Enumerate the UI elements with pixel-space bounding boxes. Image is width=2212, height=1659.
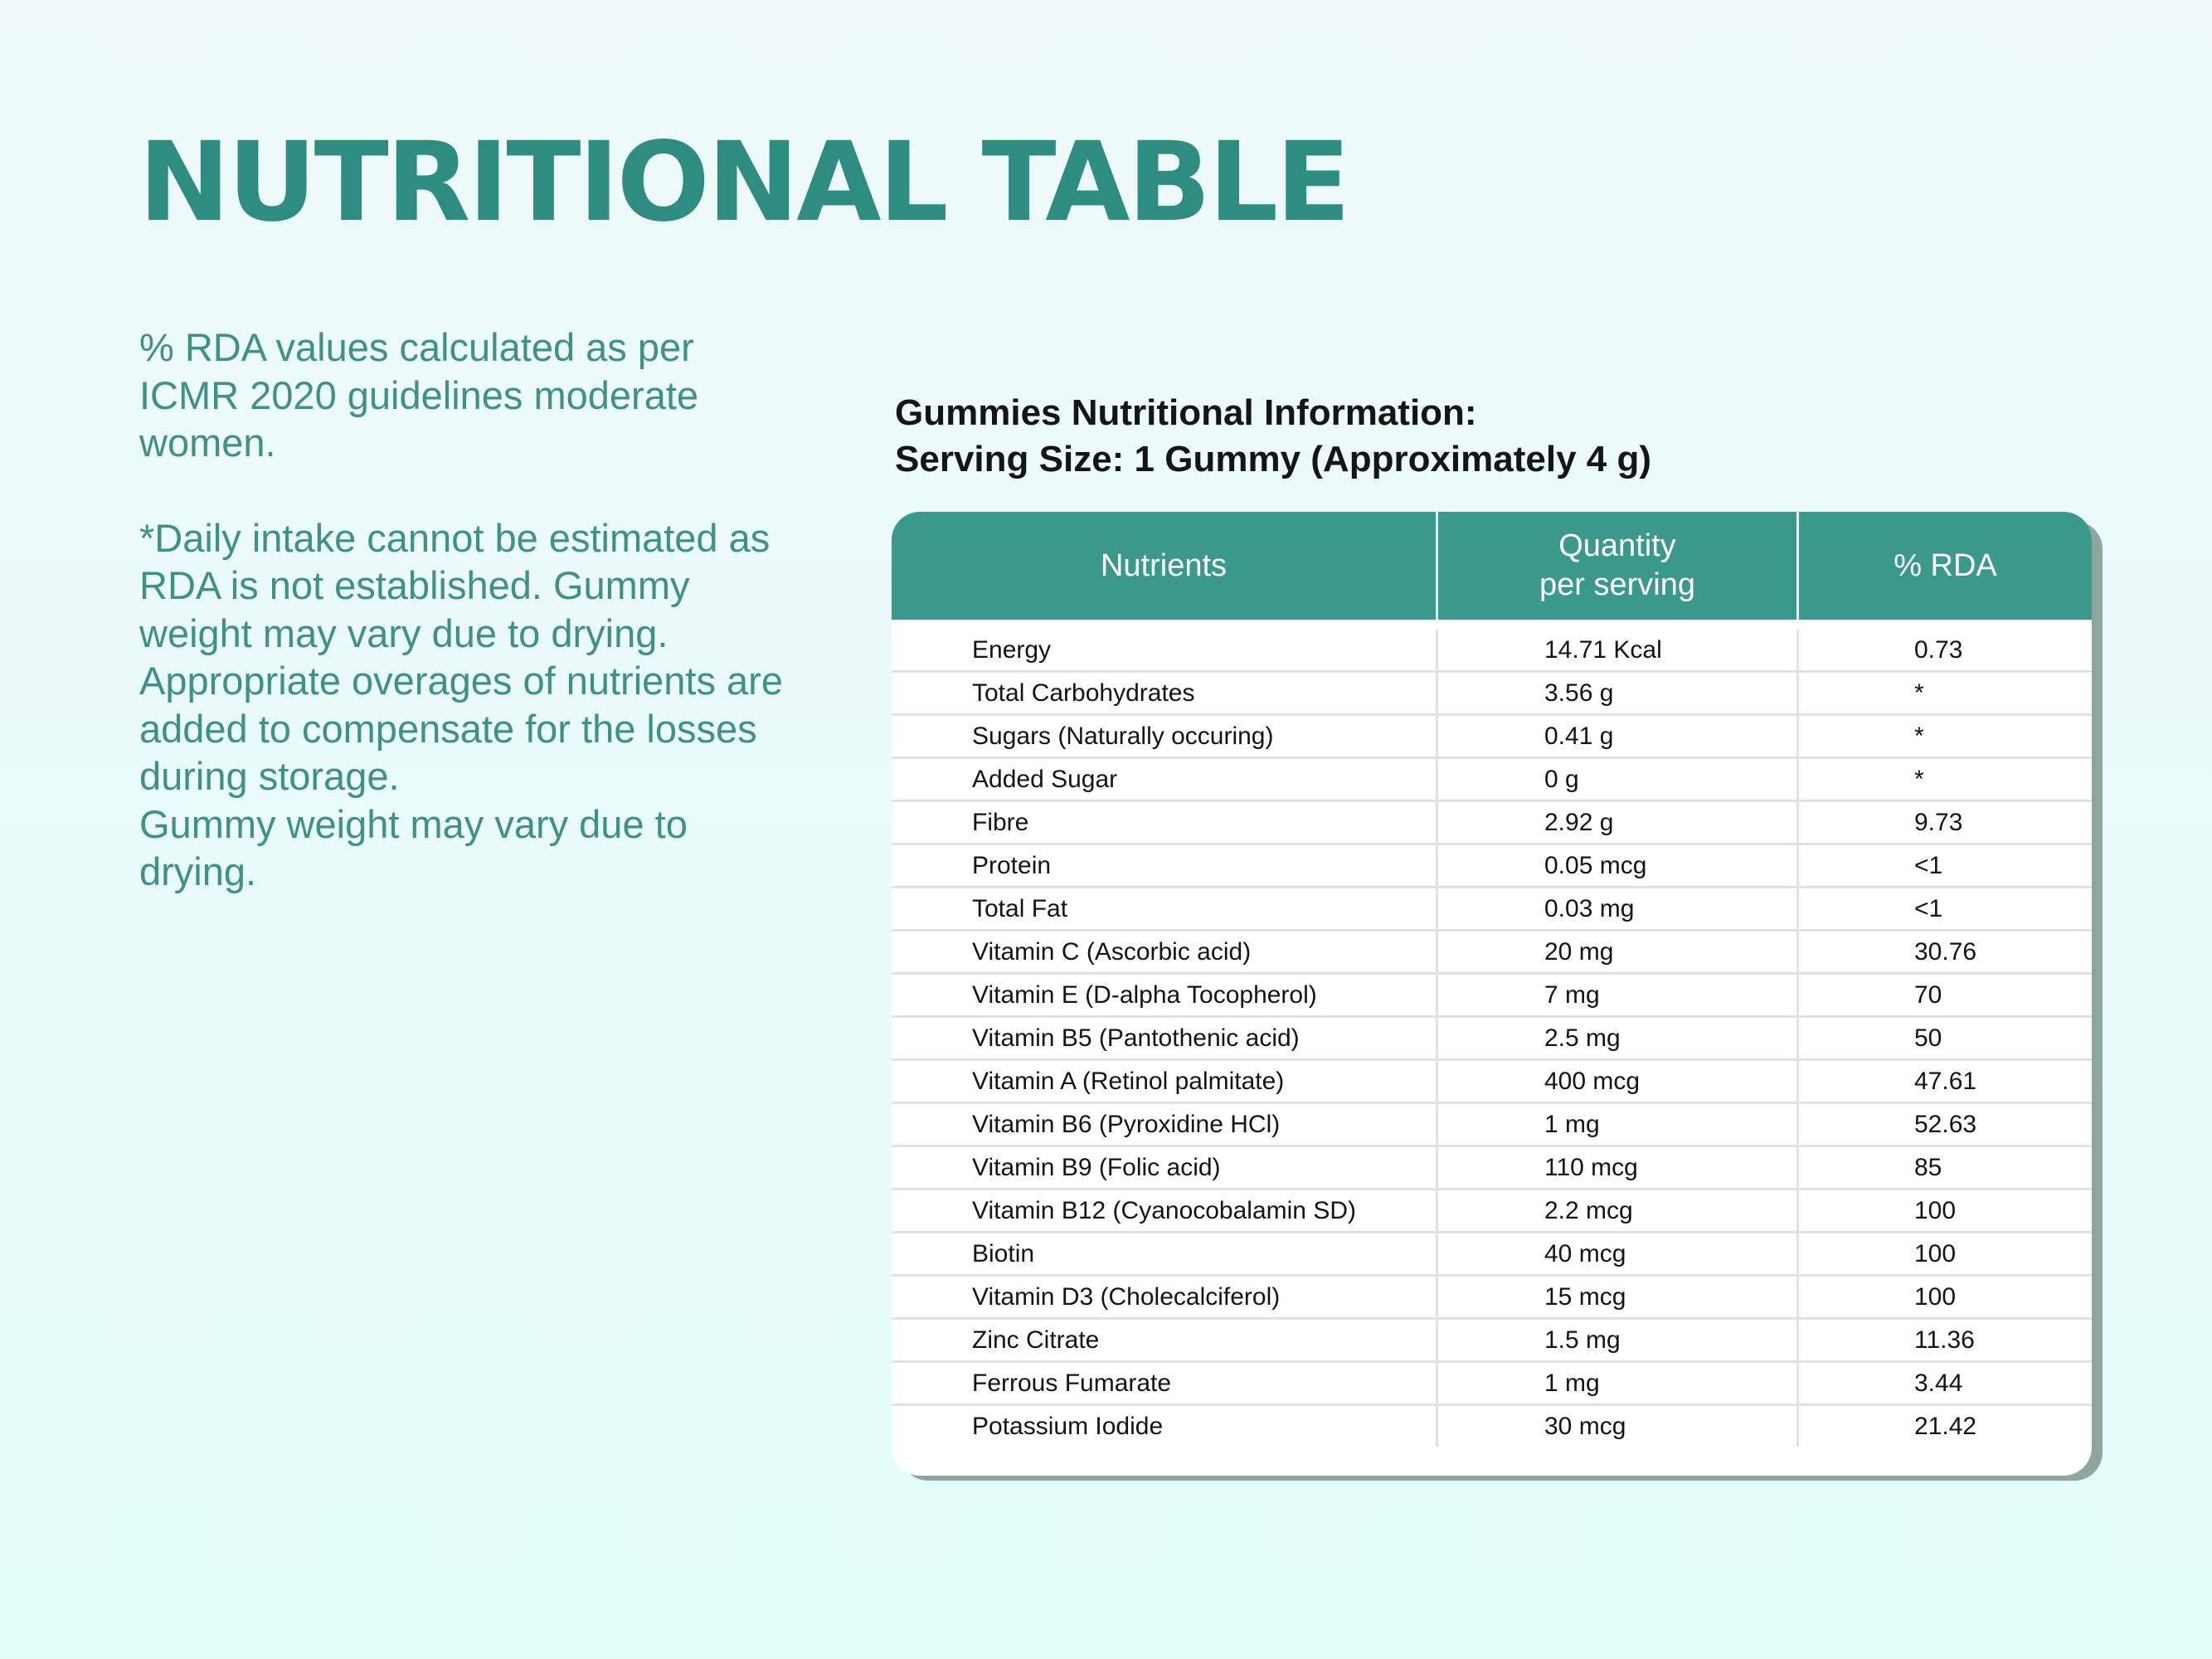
rda-cell: 85 xyxy=(1914,1153,1942,1181)
nutrient-cell: Ferrous Fumarate xyxy=(892,1363,1438,1404)
table-header-row xyxy=(892,512,2092,620)
rda-cell: 3.44 xyxy=(1914,1369,1963,1397)
table-row xyxy=(892,1363,2092,1406)
quantity-cell: 1 mg xyxy=(1438,1363,1799,1404)
quantity-cell: 2.92 g xyxy=(1438,802,1799,843)
rda-cell: 21.42 xyxy=(1914,1412,1977,1440)
nutrient-cell: Vitamin B5 (Pantothenic acid) xyxy=(892,1018,1438,1058)
nutrition-info-heading xyxy=(895,390,1651,483)
nutrient-cell: Vitamin B12 (Cyanocobalamin SD) xyxy=(892,1190,1438,1231)
header-quantity-line2: per serving xyxy=(1539,567,1695,602)
rda-cell: 30.76 xyxy=(1914,937,1977,966)
nutrient-cell: Sugars (Naturally occuring) xyxy=(892,716,1438,757)
quantity-cell: 0.03 mg xyxy=(1438,888,1799,929)
rda-cell: <1 xyxy=(1914,851,1943,879)
rda-cell: 11.36 xyxy=(1914,1326,1975,1354)
table-row xyxy=(892,1320,2092,1363)
table-row xyxy=(892,759,2092,802)
rda-cell: 100 xyxy=(1914,1282,1957,1311)
weight-note: Gummy weight may vary due to drying. xyxy=(139,801,688,893)
table-row xyxy=(892,1233,2092,1277)
quantity-cell: 7 mg xyxy=(1438,975,1799,1015)
quantity-cell: 20 mg xyxy=(1438,932,1799,972)
table-row xyxy=(892,1061,2092,1104)
table-row xyxy=(892,932,2092,975)
table-row xyxy=(892,975,2092,1018)
table-row xyxy=(892,1147,2092,1190)
quantity-cell: 0 g xyxy=(1438,759,1799,800)
quantity-cell: 2.2 mcg xyxy=(1438,1190,1799,1231)
quantity-cell: 0.41 g xyxy=(1438,716,1799,757)
table-row xyxy=(892,1190,2092,1233)
nutrient-cell: Total Fat xyxy=(892,888,1438,929)
nutrient-cell: Total Carbohydrates xyxy=(892,673,1438,713)
nutrient-cell: Energy xyxy=(892,630,1438,670)
header-nutrients: Nutrients xyxy=(892,512,1438,620)
nutrient-cell: Vitamin B6 (Pyroxidine HCl) xyxy=(892,1104,1438,1145)
nutrient-cell: Vitamin D3 (Cholecalciferol) xyxy=(892,1277,1438,1317)
header-rda: % RDA xyxy=(1894,547,1997,583)
rda-note: % RDA values calculated as per ICMR 2020 guidelines moderate women. xyxy=(139,325,699,465)
rda-cell: 0.73 xyxy=(1914,635,1963,664)
quantity-cell: 1 mg xyxy=(1438,1104,1799,1145)
quantity-cell: 110 mcg xyxy=(1438,1147,1799,1188)
rda-cell: 9.73 xyxy=(1914,808,1963,836)
table-row xyxy=(892,673,2092,716)
header-quantity-line1: Quantity xyxy=(1558,528,1676,563)
nutrient-cell: Zinc Citrate xyxy=(892,1320,1438,1360)
daily-intake-note: *Daily intake cannot be estimated as RDA is not established. Gummy weight may vary due to drying. Appropriate overages of nutrients are added to compensate for the losses during storage. xyxy=(139,515,783,798)
table-row xyxy=(892,716,2092,759)
quantity-cell: 3.56 g xyxy=(1438,673,1799,713)
rda-cell: 70 xyxy=(1914,980,1942,1009)
quantity-cell: 15 mcg xyxy=(1438,1277,1799,1317)
header-quantity xyxy=(1438,512,1799,620)
table-body xyxy=(892,620,2092,1447)
nutrient-cell: Biotin xyxy=(892,1233,1438,1274)
nutrient-cell: Protein xyxy=(892,845,1438,886)
rda-cell: 47.61 xyxy=(1914,1067,1977,1095)
nutrient-cell: Potassium Iodide xyxy=(892,1406,1438,1447)
nutrient-cell: Added Sugar xyxy=(892,759,1438,800)
table-row xyxy=(892,1018,2092,1061)
table-row xyxy=(892,1406,2092,1447)
quantity-cell: 30 mcg xyxy=(1438,1406,1799,1447)
serving-size: Serving Size: 1 Gummy (Approximately 4 g) xyxy=(895,439,1652,479)
page-title: NUTRITIONAL TABLE xyxy=(139,119,1349,246)
table-row xyxy=(892,845,2092,888)
table-row xyxy=(892,1104,2092,1147)
rda-cell: <1 xyxy=(1914,894,1943,922)
nutrient-cell: Vitamin B9 (Folic acid) xyxy=(892,1147,1438,1188)
nutrient-cell: Vitamin E (D-alpha Tocopherol) xyxy=(892,975,1438,1015)
quantity-cell: 2.5 mg xyxy=(1438,1018,1799,1058)
quantity-cell: 40 mcg xyxy=(1438,1233,1799,1274)
table-row xyxy=(892,1277,2092,1320)
table-row xyxy=(892,888,2092,932)
quantity-cell: 1.5 mg xyxy=(1438,1320,1799,1360)
nutrient-cell: Vitamin C (Ascorbic acid) xyxy=(892,932,1438,972)
table-row xyxy=(892,630,2092,673)
rda-cell: 50 xyxy=(1914,1024,1942,1052)
rda-cell: 100 xyxy=(1914,1196,1957,1224)
quantity-cell: 0.05 mcg xyxy=(1438,845,1799,886)
nutrient-cell: Vitamin A (Retinol palmitate) xyxy=(892,1061,1438,1102)
table-row xyxy=(892,802,2092,845)
nutrient-cell: Fibre xyxy=(892,802,1438,843)
quantity-cell: 400 mcg xyxy=(1438,1061,1799,1102)
rda-cell: * xyxy=(1914,765,1924,793)
rda-cell: * xyxy=(1914,679,1924,707)
info-heading-title: Gummies Nutritional Information: xyxy=(895,392,1477,433)
notes-spacer xyxy=(139,467,795,514)
rda-cell: 100 xyxy=(1914,1239,1957,1267)
nutrition-table xyxy=(892,512,2092,1476)
rda-cell: * xyxy=(1914,722,1924,750)
rda-cell: 52.63 xyxy=(1914,1110,1977,1138)
notes-panel xyxy=(139,324,795,896)
quantity-cell: 14.71 Kcal xyxy=(1438,630,1799,670)
